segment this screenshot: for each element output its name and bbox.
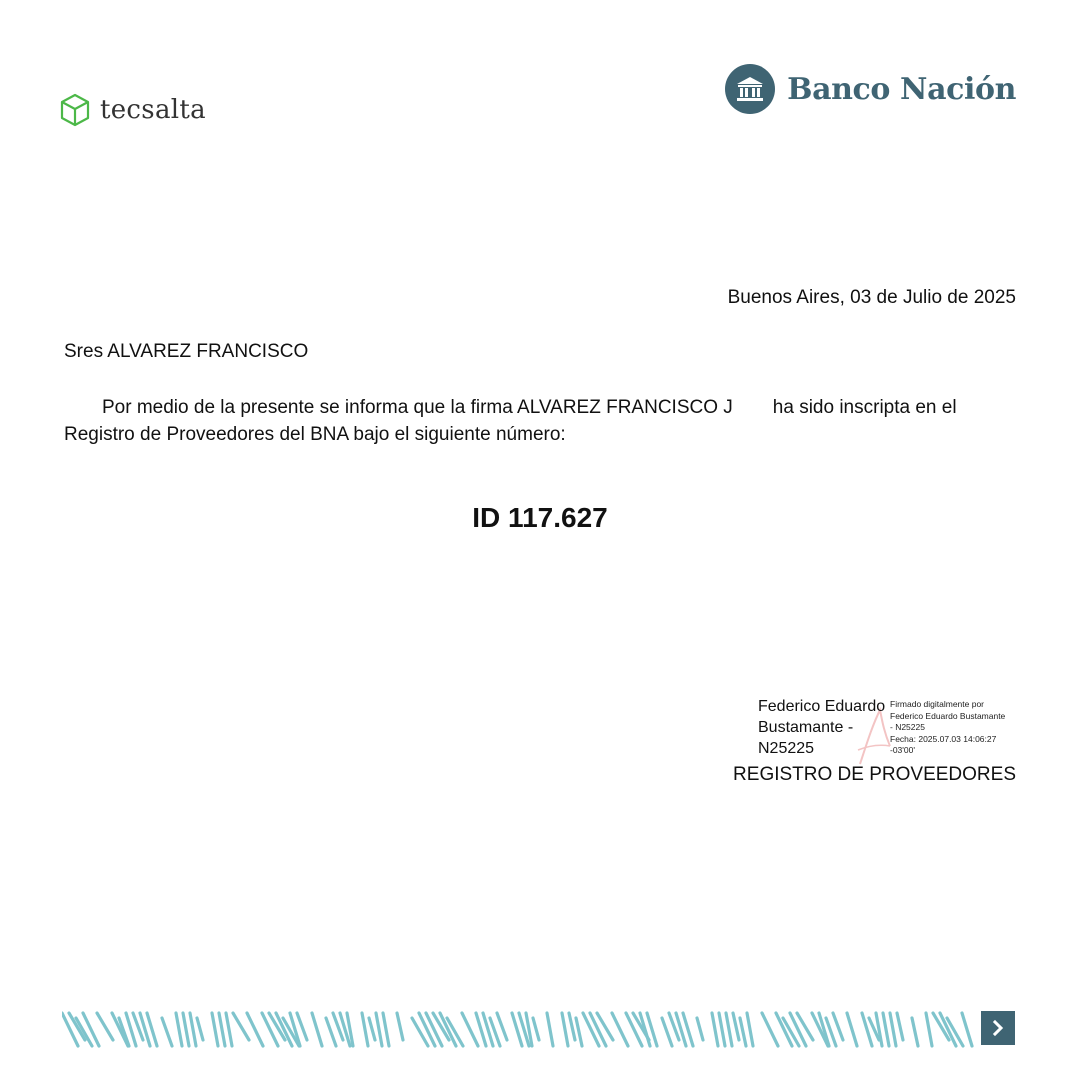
cert-line-2: Federico Eduardo Bustamante — [890, 710, 1006, 721]
banco-nacion-logo — [725, 63, 1016, 115]
letter-body — [64, 394, 994, 448]
letter-date: Buenos Aires, 03 de Julio de 2025 — [727, 287, 1016, 308]
banco-nacion-logo-text: Banco Nación — [787, 71, 1016, 107]
signer-line-3: N25225 — [758, 740, 815, 757]
signature-certificate — [890, 699, 1030, 757]
signer-name — [758, 696, 888, 759]
signer-line-2: Bustamante - — [758, 719, 854, 736]
tecsalta-logo — [60, 92, 206, 128]
next-arrow-button[interactable] — [981, 1011, 1015, 1045]
chevron-right-icon — [989, 1019, 1007, 1037]
signer-line-1: Federico Eduardo — [758, 698, 886, 715]
provider-id-number: ID 117.627 — [472, 502, 608, 533]
letter-body-part2: ha sido inscripta en el — [772, 397, 957, 418]
cert-line-1: Firmado digitalmente por — [890, 699, 985, 709]
cert-line-3: - N25225 — [890, 722, 925, 732]
bank-building-icon — [725, 64, 775, 114]
cert-line-4: Fecha: 2025.07.03 14:06:27 — [890, 733, 997, 744]
cert-line-5: -03'00' — [890, 745, 915, 755]
cube-outline-icon — [60, 93, 90, 127]
letter-salutation: Sres ALVAREZ FRANCISCO — [64, 341, 309, 362]
footer-decorative-band — [62, 1010, 974, 1050]
digital-signature — [758, 696, 1028, 766]
department-name: REGISTRO DE PROVEEDORES — [733, 764, 1016, 785]
letter-body-part3: Registro de Proveedores del BNA bajo el siguiente número: — [64, 424, 566, 445]
letter-body-part1: Por medio de la presente se informa que la firma ALVAREZ FRANCISCO J — [102, 397, 733, 418]
tecsalta-logo-text: tecsalta — [100, 95, 206, 125]
